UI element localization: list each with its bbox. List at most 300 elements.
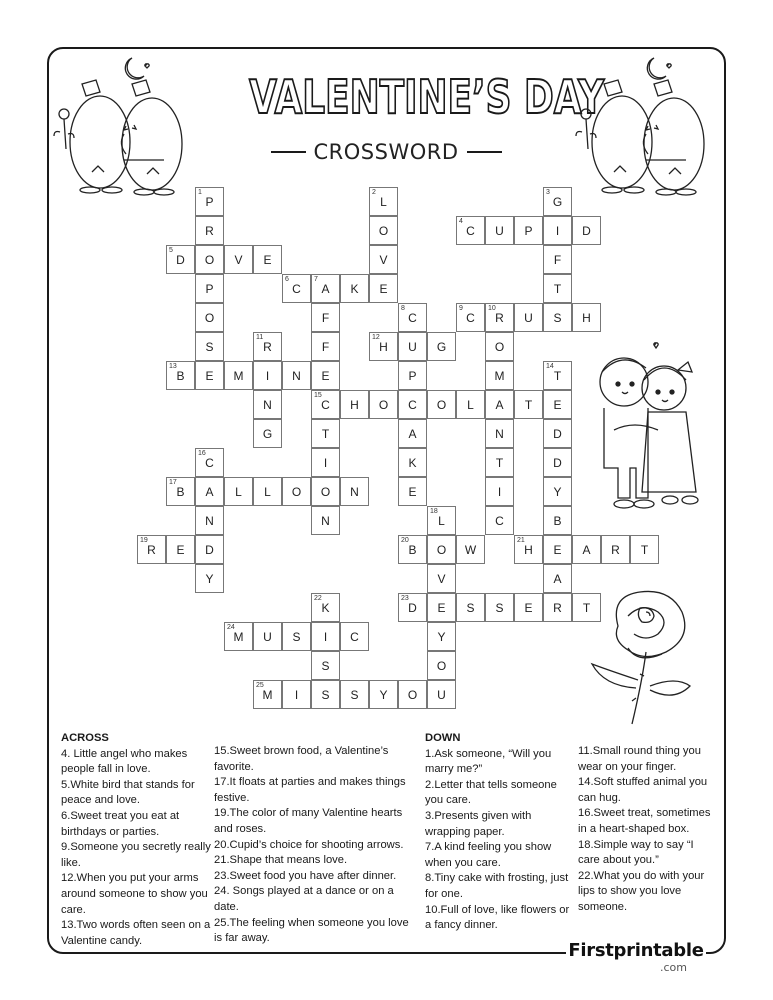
clue-number: 20 [401, 537, 409, 544]
clues-down-col2 [578, 744, 718, 916]
cell-letter: W [464, 543, 477, 557]
clue-item: 4. Little angel who makes people fall in love. [61, 747, 188, 776]
grid-cell[interactable] [340, 622, 369, 651]
cell-letter: O [378, 398, 389, 412]
cell-letter: K [408, 456, 417, 470]
grid-cell[interactable] [311, 622, 340, 651]
cell-letter: E [553, 543, 562, 557]
cell-letter: C [350, 630, 359, 644]
clue-item: 6.Sweet treat you eat at birthdays or parties. [61, 809, 180, 838]
cell-letter: L [235, 485, 242, 499]
grid-cell[interactable] [340, 680, 369, 709]
clue-number: 25 [256, 682, 264, 689]
grid-cell[interactable] [543, 593, 572, 622]
cell-letter: L [467, 398, 474, 412]
cell-letter: O [436, 398, 447, 412]
cell-letter: I [555, 224, 560, 238]
cell-letter: E [553, 398, 562, 412]
cell-letter: O [436, 659, 447, 673]
clue-number: 1 [198, 189, 202, 196]
boy-and-girl-hugging-illustration [592, 340, 704, 512]
cell-letter: C [495, 514, 504, 528]
page-title: VALENTINE’S DAY [249, 70, 605, 124]
clue-number: 18 [430, 508, 438, 515]
grid-cell[interactable] [485, 419, 514, 448]
subtitle-text: CROSSWORD [313, 140, 459, 164]
cell-letter: O [436, 543, 447, 557]
cell-letter: F [321, 340, 330, 354]
cell-letter: E [205, 369, 214, 383]
grid-cell[interactable] [485, 593, 514, 622]
clue-item: 12.When you put your arms around someone to show you care. [61, 872, 208, 916]
grid-cell[interactable] [427, 680, 456, 709]
grid-cell[interactable] [311, 506, 340, 535]
grid-cell[interactable] [195, 216, 224, 245]
clue-number: 7 [314, 276, 318, 283]
grid-cell[interactable] [311, 680, 340, 709]
cell-letter: E [263, 253, 272, 267]
cell-letter: S [553, 311, 562, 325]
grid-cell[interactable] [311, 448, 340, 477]
cell-letter: D [582, 224, 591, 238]
cell-letter: I [323, 456, 328, 470]
grid-cell[interactable] [224, 622, 253, 651]
cell-letter: O [320, 485, 331, 499]
cell-letter: B [553, 514, 562, 528]
cell-letter: Y [437, 630, 446, 644]
cell-letter: N [292, 369, 301, 383]
grid-cell[interactable] [543, 564, 572, 593]
grid-cell[interactable] [543, 535, 572, 564]
cell-letter: M [233, 369, 244, 383]
grid-cell[interactable] [340, 274, 369, 303]
grid-cell[interactable] [253, 245, 282, 274]
grid-cell[interactable] [398, 303, 427, 332]
cell-letter: A [553, 572, 562, 586]
cell-letter: G [552, 195, 563, 209]
grid-cell[interactable] [253, 680, 282, 709]
cell-letter: A [582, 543, 591, 557]
grid-cell[interactable] [398, 593, 427, 622]
grid-cell[interactable] [282, 477, 311, 506]
cell-letter: M [494, 369, 505, 383]
clue-item: 24. Songs played at a dance or on a date. [214, 885, 394, 913]
cell-letter: A [495, 398, 504, 412]
grid-cell[interactable] [485, 390, 514, 419]
grid-cell[interactable] [398, 680, 427, 709]
cell-letter: D [205, 543, 214, 557]
clue-item: 20.Cupid’s choice for shooting arrows. [214, 838, 404, 851]
cell-letter: S [321, 659, 330, 673]
cell-letter: I [294, 688, 299, 702]
cell-letter: S [350, 688, 359, 702]
clue-item: 18.Simple way to say “I care about you.” [578, 838, 694, 867]
cell-letter: U [408, 340, 417, 354]
cell-letter: C [466, 311, 475, 325]
clue-number: 19 [140, 537, 148, 544]
grid-cell[interactable] [282, 680, 311, 709]
cell-letter: E [524, 601, 533, 615]
grid-cell[interactable] [427, 390, 456, 419]
cell-letter: F [321, 311, 330, 325]
clue-item: 9.Someone you secretly really like. [61, 841, 211, 869]
grid-cell[interactable] [195, 448, 224, 477]
cell-letter: P [408, 369, 417, 383]
cell-letter: R [205, 224, 214, 238]
clue-item: 2.Letter that tells someone you care. [425, 778, 557, 807]
grid-cell[interactable] [514, 216, 543, 245]
cell-letter: D [176, 253, 185, 267]
grid-cell[interactable] [253, 332, 282, 361]
clues-across-header: ACROSS [61, 732, 109, 744]
grid-cell[interactable] [311, 274, 340, 303]
grid-cell[interactable] [427, 535, 456, 564]
grid-cell[interactable] [572, 303, 601, 332]
grid-cell[interactable] [485, 332, 514, 361]
grid-cell[interactable] [311, 419, 340, 448]
cell-letter: R [611, 543, 620, 557]
cell-letter: G [436, 340, 447, 354]
grid-cell[interactable] [398, 535, 427, 564]
grid-cell[interactable] [427, 332, 456, 361]
clue-item: 14.Soft stuffed animal you can hug. [578, 776, 708, 804]
cell-letter: O [291, 485, 302, 499]
grid-cell[interactable] [514, 535, 543, 564]
clue-item: 11.Small round thing you wear on your finger. [578, 745, 701, 773]
clues-down-col1 [425, 731, 575, 934]
cell-letter: N [350, 485, 359, 499]
cell-letter: L [438, 514, 445, 528]
page-subtitle [270, 140, 502, 164]
clue-item: 21.Shape that means love. [214, 854, 348, 867]
grid-cell[interactable] [543, 448, 572, 477]
cell-letter: I [323, 630, 328, 644]
clue-number: 16 [198, 450, 206, 457]
grid-cell[interactable] [485, 448, 514, 477]
clue-number: 15 [314, 392, 322, 399]
cell-letter: T [553, 282, 562, 296]
cell-letter: O [204, 311, 215, 325]
grid-cell[interactable] [485, 477, 514, 506]
cell-letter: M [233, 630, 244, 644]
clue-item: 3.Presents given with wrapping paper. [425, 809, 532, 838]
cell-letter: R [263, 340, 272, 354]
cell-letter: R [147, 543, 156, 557]
clues-down-header: DOWN [425, 732, 461, 744]
clue-number: 14 [546, 363, 554, 370]
cell-letter: V [234, 253, 243, 267]
grid-cell[interactable] [514, 390, 543, 419]
brand-domain: .com [660, 961, 687, 974]
grid-cell[interactable] [253, 477, 282, 506]
clue-number: 8 [401, 305, 405, 312]
cell-letter: B [176, 485, 185, 499]
cell-letter: F [553, 253, 562, 267]
grid-cell[interactable] [427, 622, 456, 651]
clue-number: 22 [314, 595, 322, 602]
grid-cell[interactable] [253, 361, 282, 390]
cell-letter: P [524, 224, 533, 238]
grid-cell[interactable] [166, 361, 195, 390]
cell-letter: G [262, 427, 273, 441]
grid-cell[interactable] [456, 593, 485, 622]
grid-cell[interactable] [224, 361, 253, 390]
grid-cell[interactable] [311, 651, 340, 680]
cell-letter: N [205, 514, 214, 528]
grid-cell[interactable] [195, 361, 224, 390]
cell-letter: N [321, 514, 330, 528]
grid-cell[interactable] [572, 216, 601, 245]
grid-cell[interactable] [369, 332, 398, 361]
clue-number: 24 [227, 624, 235, 631]
cell-letter: V [437, 572, 446, 586]
cell-letter: N [263, 398, 272, 412]
clue-item: 10.Full of love, like flowers or a fancy dinner. [425, 903, 570, 932]
cell-letter: E [321, 369, 330, 383]
clues-across-col2 [214, 744, 414, 947]
grid-cell[interactable] [195, 274, 224, 303]
cell-letter: B [176, 369, 185, 383]
grid-cell[interactable] [543, 245, 572, 274]
grid-cell[interactable] [398, 448, 427, 477]
cell-letter: P [205, 282, 214, 296]
grid-cell[interactable] [137, 535, 166, 564]
penguin-couple-illustration [574, 52, 714, 198]
grid-cell[interactable] [311, 477, 340, 506]
clue-item: 23.Sweet food you have after dinner. [214, 869, 397, 882]
grid-cell[interactable] [282, 622, 311, 651]
clue-item: 5.White bird that stands for peace and love. [61, 778, 195, 807]
cell-letter: E [437, 601, 446, 615]
clue-number: 21 [517, 537, 525, 544]
cell-letter: U [263, 630, 272, 644]
cell-letter: E [379, 282, 388, 296]
grid-cell[interactable] [630, 535, 659, 564]
grid-cell[interactable] [485, 303, 514, 332]
cell-letter: S [292, 630, 301, 644]
cell-letter: L [264, 485, 271, 499]
grid-cell[interactable] [253, 622, 282, 651]
brand-logo: Firstprintable [568, 940, 704, 961]
grid-cell[interactable] [253, 419, 282, 448]
cell-letter: H [582, 311, 591, 325]
grid-cell[interactable] [398, 390, 427, 419]
cell-letter: S [205, 340, 214, 354]
cell-letter: E [176, 543, 185, 557]
cell-letter: T [553, 369, 562, 383]
cell-letter: O [494, 340, 505, 354]
grid-cell[interactable] [398, 419, 427, 448]
cell-letter: D [553, 427, 562, 441]
grid-cell[interactable] [398, 332, 427, 361]
cell-letter: O [378, 224, 389, 238]
clue-item: 17.It floats at parties and makes things festive. [214, 776, 406, 804]
clue-number: 11 [256, 334, 264, 341]
cell-letter: D [408, 601, 417, 615]
clue-number: 6 [285, 276, 289, 283]
grid-cell[interactable] [427, 593, 456, 622]
cell-letter: S [466, 601, 475, 615]
cell-letter: V [379, 253, 388, 267]
cell-letter: T [321, 427, 330, 441]
clue-number: 2 [372, 189, 376, 196]
clue-item: 16.Sweet treat, sometimes in a heart-shaped box. [578, 807, 711, 835]
cell-letter: A [408, 427, 417, 441]
cell-letter: B [408, 543, 417, 557]
clue-item: 25.The feeling when someone you love is far away. [214, 916, 409, 945]
clue-item: 13.Two words often seen on a Valentine candy. [61, 919, 211, 947]
grid-cell[interactable] [427, 506, 456, 535]
grid-cell[interactable] [195, 332, 224, 361]
clue-number: 10 [488, 305, 496, 312]
cell-letter: C [466, 224, 475, 238]
grid-cell[interactable] [282, 274, 311, 303]
cell-letter: T [582, 601, 591, 615]
cell-letter: O [204, 253, 215, 267]
cell-letter: K [350, 282, 359, 296]
cell-letter: T [640, 543, 649, 557]
grid-cell[interactable] [195, 245, 224, 274]
grid-cell[interactable] [253, 390, 282, 419]
grid-cell[interactable] [166, 535, 195, 564]
clue-item: 7.A kind feeling you show when you care. [425, 841, 552, 869]
grid-cell[interactable] [485, 361, 514, 390]
grid-cell[interactable] [311, 390, 340, 419]
grid-cell[interactable] [572, 593, 601, 622]
rose-illustration [588, 586, 692, 726]
cell-letter: M [262, 688, 273, 702]
grid-cell[interactable] [456, 535, 485, 564]
grid-cell[interactable] [369, 245, 398, 274]
cell-letter: U [524, 311, 533, 325]
grid-cell[interactable] [543, 419, 572, 448]
grid-cell[interactable] [543, 274, 572, 303]
clue-item: 8.Tiny cake with frosting, just for one. [425, 872, 569, 900]
grid-cell[interactable] [485, 506, 514, 535]
grid-cell[interactable] [282, 361, 311, 390]
grid-cell[interactable] [543, 361, 572, 390]
grid-cell[interactable] [543, 506, 572, 535]
cell-letter: A [205, 485, 214, 499]
grid-cell[interactable] [369, 680, 398, 709]
penguin-couple-illustration [52, 52, 192, 198]
cell-letter: A [321, 282, 330, 296]
grid-cell[interactable] [456, 390, 485, 419]
cell-letter: U [495, 224, 504, 238]
clue-item: 19.The color of many Valentine hearts and roses. [214, 807, 403, 835]
grid-cell[interactable] [543, 187, 572, 216]
grid-cell[interactable] [195, 303, 224, 332]
cell-letter: S [321, 688, 330, 702]
cell-letter: E [408, 485, 417, 499]
grid-cell[interactable] [195, 187, 224, 216]
grid-cell[interactable] [224, 245, 253, 274]
grid-cell[interactable] [543, 303, 572, 332]
cell-letter: C [321, 398, 330, 412]
cell-letter: Y [379, 688, 388, 702]
cell-letter: S [495, 601, 504, 615]
grid-cell[interactable] [456, 216, 485, 245]
cell-letter: N [495, 427, 504, 441]
clue-item: 15.Sweet brown food, a Valentine’s favorite. [214, 745, 389, 773]
grid-cell[interactable] [543, 390, 572, 419]
grid-cell[interactable] [427, 564, 456, 593]
cell-letter: C [408, 311, 417, 325]
grid-cell[interactable] [427, 651, 456, 680]
clue-number: 3 [546, 189, 550, 196]
clue-number: 9 [459, 305, 463, 312]
cell-letter: K [321, 601, 330, 615]
grid-cell[interactable] [369, 390, 398, 419]
grid-cell[interactable] [485, 216, 514, 245]
clue-number: 17 [169, 479, 177, 486]
cell-letter: C [292, 282, 301, 296]
grid-cell[interactable] [224, 477, 253, 506]
clue-item: 22.What you do with your lips to show you love someone. [578, 869, 705, 913]
cell-letter: R [495, 311, 504, 325]
grid-cell[interactable] [398, 361, 427, 390]
cell-letter: P [205, 195, 214, 209]
grid-cell[interactable] [514, 303, 543, 332]
grid-cell[interactable] [514, 593, 543, 622]
cell-letter: T [524, 398, 533, 412]
cell-letter: Y [205, 572, 214, 586]
clue-item: 1.Ask someone, “Will you marry me?” [425, 747, 552, 776]
cell-letter: H [350, 398, 359, 412]
grid-cell[interactable] [195, 477, 224, 506]
grid-cell[interactable] [166, 477, 195, 506]
grid-cell[interactable] [311, 593, 340, 622]
cell-letter: O [407, 688, 418, 702]
grid-cell[interactable] [543, 477, 572, 506]
cell-letter: R [553, 601, 562, 615]
grid-cell[interactable] [572, 535, 601, 564]
cell-letter: C [408, 398, 417, 412]
cell-letter: T [495, 456, 504, 470]
grid-cell[interactable] [311, 332, 340, 361]
subtitle-rule-left [271, 151, 306, 153]
grid-cell[interactable] [195, 564, 224, 593]
grid-cell[interactable] [195, 506, 224, 535]
grid-cell[interactable] [398, 477, 427, 506]
clue-number: 5 [169, 247, 173, 254]
grid-cell[interactable] [369, 274, 398, 303]
grid-cell[interactable] [369, 187, 398, 216]
cell-letter: U [437, 688, 446, 702]
grid-cell[interactable] [543, 216, 572, 245]
clues-across-col1 [61, 731, 211, 949]
cell-letter: I [265, 369, 270, 383]
clue-number: 4 [459, 218, 463, 225]
clue-number: 13 [169, 363, 177, 370]
clue-number: 12 [372, 334, 380, 341]
grid-cell[interactable] [369, 216, 398, 245]
grid-cell[interactable] [195, 535, 224, 564]
grid-cell[interactable] [340, 390, 369, 419]
cell-letter: L [380, 195, 387, 209]
clue-number: 23 [401, 595, 409, 602]
cell-letter: D [553, 456, 562, 470]
grid-cell[interactable] [456, 303, 485, 332]
subtitle-rule-right [467, 151, 502, 153]
grid-cell[interactable] [166, 245, 195, 274]
cell-letter: H [379, 340, 388, 354]
grid-cell[interactable] [601, 535, 630, 564]
grid-cell[interactable] [340, 477, 369, 506]
grid-cell[interactable] [311, 303, 340, 332]
cell-letter: I [497, 485, 502, 499]
grid-cell[interactable] [311, 361, 340, 390]
